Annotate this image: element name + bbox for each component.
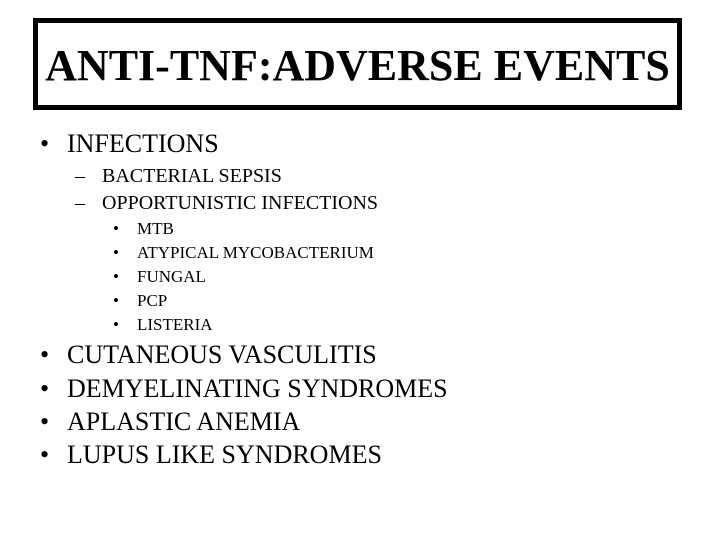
bullet-marker: • xyxy=(113,219,119,238)
bullet-label: CUTANEOUS VASCULITIS xyxy=(67,340,377,369)
bullet-marker: • xyxy=(40,374,50,403)
sub-item-label: OPPORTUNISTIC INFECTIONS xyxy=(102,192,379,214)
bullet-label: APLASTIC ANEMIA xyxy=(67,407,301,436)
bullet-marker: • xyxy=(113,315,119,334)
slide-title: ANTI-TNF:ADVERSE EVENTS xyxy=(45,41,670,90)
example-item-label: FUNGAL xyxy=(137,267,206,286)
bullet-marker: • xyxy=(113,243,119,262)
bullet-marker: • xyxy=(40,129,50,158)
bullet-marker: • xyxy=(40,340,50,369)
example-item-label: LISTERIA xyxy=(137,315,213,334)
sub-item-label: BACTERIAL SEPSIS xyxy=(102,165,282,187)
example-item-label: MTB xyxy=(137,219,174,238)
bullet-marker: • xyxy=(40,440,50,469)
dash-marker: – xyxy=(75,165,85,187)
bullet-marker: • xyxy=(113,267,119,286)
bullet-label: INFECTIONS xyxy=(67,129,219,158)
bullet-label: DEMYELINATING SYNDROMES xyxy=(67,374,448,403)
dash-marker: – xyxy=(75,192,85,214)
bullet-marker: • xyxy=(113,291,119,310)
example-item-label: PCP xyxy=(137,291,168,310)
bullet-marker: • xyxy=(40,407,50,436)
bullet-label: LUPUS LIKE SYNDROMES xyxy=(67,440,382,469)
example-item-label: ATYPICAL MYCOBACTERIUM xyxy=(137,243,374,262)
title-box xyxy=(33,18,682,110)
